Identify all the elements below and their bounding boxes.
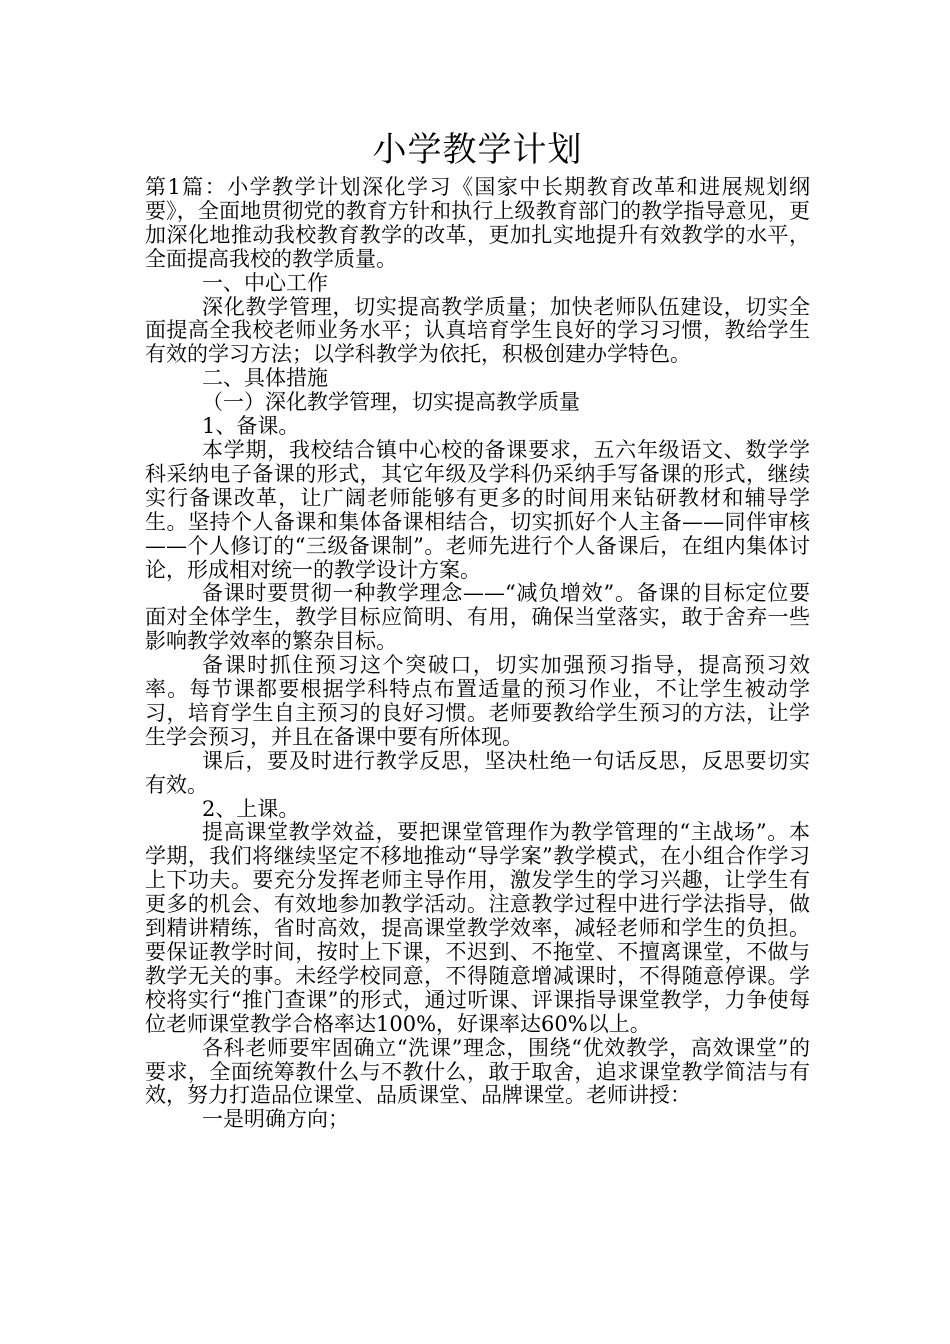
paragraph: 第1篇：小学教学计划深化学习《国家中长期教育改革和进展规划纲要》，全面地贯彻党的教育方针和执行上级教育部门的教学指导意见，更加深化地推动我校教育教学的改革，更加扎实地提升有效教学的水平，全面提高我校的教学质量。 [145,175,810,271]
paragraph: 课后，要及时进行教学反思，坚决杜绝一句话反思，反思要切实有效。 [145,748,810,797]
document-body [145,176,810,1132]
paragraph: 备课时抓住预习这个突破口，切实加强预习指导，提高预习效率。每节课都要根据学科特点布置适量的预习作业，不让学生被动学习，培育学生自主预习的良好习惯。老师要教给学生预习的方法，让学生学会预习，并且在备课中要有所体现。 [145,653,810,749]
paragraph: 本学期，我校结合镇中心校的备课要求，五六年级语文、数学学科采纳电子备课的形式，其它年级及学科仍采纳手写备课的形式，继续实行备课改革，让广阔老师能够有更多的时间用来钻研教材和辅导学生。坚持个人备课和集体备课相结合，切实抓好个人主备——同伴审核——个人修订的“三级备课制”。老师先进行个人备课后，在组内集体讨论，形成相对统一的教学设计方案。 [145,437,810,582]
paragraph: 一、中心工作 [202,270,328,295]
paragraph: 提高课堂教学效益，要把课堂管理作为教学管理的“主战场”。本学期，我们将继续坚定不移地推动“导学案”教学模式，在小组合作学习上下功夫。要充分发挥老师主导作用，激发学生的学习兴趣，让学生有更多的机会、有效地参加教学活动。注意教学过程中进行学法指导，做到精讲精练，省时高效，提高课堂教学效率，减轻老师和学生的负担。要保证教学时间，按时上下课，不迟到、不拖堂、不擅离课堂，不做与教学无关的事。未经学校同意，不得随意增减课时，不得随意停课。学校将实行“推门查课”的形式，通过听课、评课指导课堂教学，力争使每位老师课堂教学合格率达100%，好课率达60%以上。 [145,820,810,1036]
document-title: 小学教学计划 [372,130,583,170]
paragraph: 二、具体措施 [202,366,328,391]
paragraph: 2、上课。 [202,796,300,821]
paragraph: 一是明确方向； [202,1107,349,1132]
paragraph: 各科老师要牢固确立“洗课”理念，围绕“优效教学，高效课堂”的要求，全面统筹教什么与不教什么，敢于取舍，追求课堂教学简洁与有效，努力打造品位课堂、品质课堂、品牌课堂。老师讲授： [145,1035,810,1108]
paragraph: （一）深化教学管理，切实提高教学质量 [202,390,580,415]
paragraph: 深化教学管理，切实提高教学质量；加快老师队伍建设，切实全面提高全我校老师业务水平；认真培育学生良好的学习习惯，教给学生有效的学习方法；以学科教学为依托，积极创建办学特色。 [145,294,810,367]
paragraph: 备课时要贯彻一种教学理念——“减负增效”。备课的目标定位要面对全体学生，教学目标应简明、有用，确保当堂落实，敢于舍弃一些影响教学效率的繁杂目标。 [145,581,810,654]
document-page [145,128,810,1132]
paragraph: 1、备课。 [202,414,300,439]
